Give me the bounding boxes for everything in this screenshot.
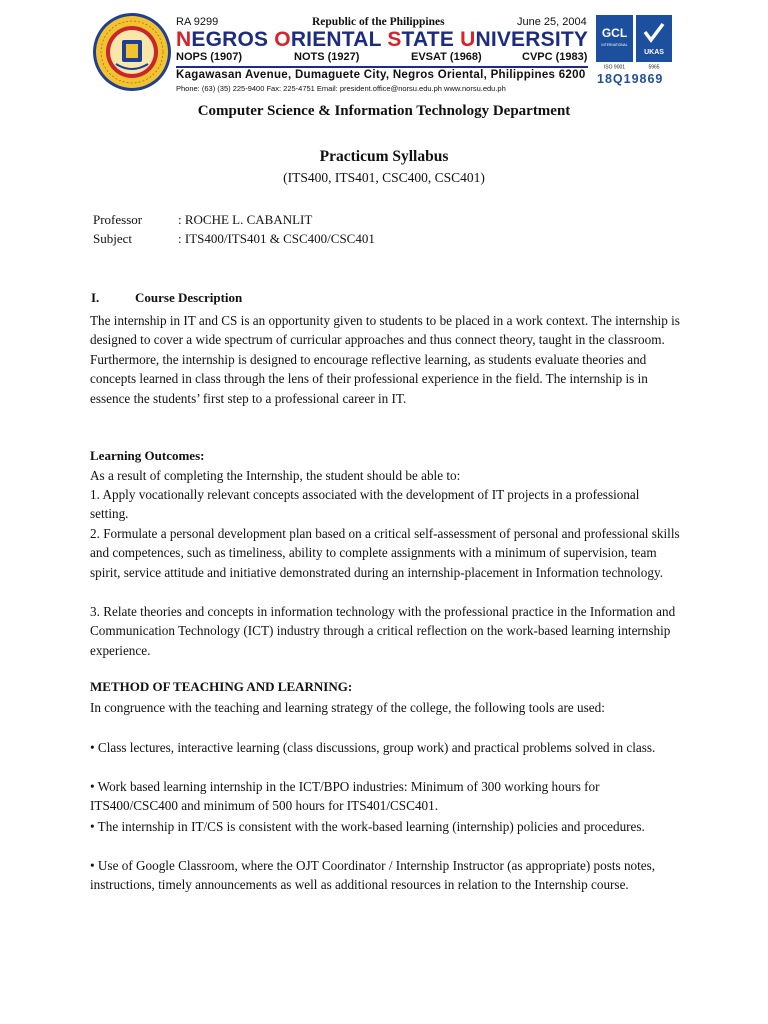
name-initial: S bbox=[387, 28, 402, 51]
subject-label: Subject bbox=[93, 231, 132, 246]
method-heading: METHOD OF TEACHING AND LEARNING: bbox=[90, 679, 353, 694]
university-address: Kagawasan Avenue, Dumaguete City, Negros Oriental, Philippines 6200 bbox=[176, 69, 586, 81]
campus-list bbox=[176, 51, 588, 65]
ra-number: RA 9299 bbox=[176, 16, 219, 28]
learning-outcome-item: 1. Apply vocationally relevant concepts associated with the development of IT projects in a professional setting. bbox=[90, 487, 640, 522]
section-title: Course Description bbox=[135, 290, 243, 305]
method-item: • Use of Google Classroom, where the OJT Coordinator / Internship Instructor (as appropriate) posts notes, instructions, timely announcements as well as additional resources in relation to the Internship course. bbox=[90, 858, 656, 893]
university-name bbox=[176, 28, 588, 52]
method-intro: In congruence with the teaching and learning strategy of the college, the following tools are used: bbox=[90, 700, 605, 715]
name-segment: NIVERSITY bbox=[475, 28, 589, 51]
founding-date: June 25, 2004 bbox=[517, 16, 587, 28]
department-heading: Computer Science & Information Technology Department bbox=[197, 103, 571, 119]
iso-certification-logo bbox=[595, 14, 673, 70]
campus-nots: NOTS (1927) bbox=[294, 51, 360, 63]
method-item: • Class lectures, interactive learning (class discussions, group work) and practical problems solved in class. bbox=[90, 740, 656, 755]
learning-outcome-item: 3. Relate theories and concepts in information technology with the professional practice in the Information and Communication Technology (ICT) industry through a critical reflection on the work-based learning internship experience. bbox=[90, 604, 676, 658]
course-description-text: The internship in IT and CS is an opportunity given to students to be placed in a work context. The internship is designed to cover a wide spectrum of curricular approaches and thus connect theory, taught in the classroom. Furthermore, the internship is designed to encourage reflective learning, as students evaluate theories and concepts learned in class through the lens of their professional experience in the field. The internship is in essence the students’ first step to a professional career in IT. bbox=[90, 313, 680, 406]
document-title: Practicum Syllabus bbox=[319, 148, 449, 165]
campus-nops: NOPS (1907) bbox=[176, 51, 243, 63]
section-number: I. bbox=[91, 290, 100, 305]
name-initial: O bbox=[274, 28, 291, 51]
contact-line: Phone: (63) (35) 225-9400 Fax: 225-4751 Email: president.office@norsu.edu.ph www.norsu.edu.ph bbox=[176, 84, 506, 93]
professor-label: Professor bbox=[93, 212, 143, 227]
ukas-number-text: 5965 bbox=[648, 64, 660, 70]
subject-value: : ITS400/ITS401 & CSC400/CSC401 bbox=[178, 231, 375, 246]
course-codes: (ITS400, ITS401, CSC400, CSC401) bbox=[283, 170, 485, 185]
gcl-international-text: INTERNATIONAL bbox=[601, 43, 628, 47]
name-initial: U bbox=[460, 28, 476, 51]
republic-line: Republic of the Philippines bbox=[312, 16, 445, 28]
name-segment: RIENTAL bbox=[290, 28, 388, 51]
learning-outcomes-intro: As a result of completing the Internship, the student should be able to: bbox=[90, 468, 461, 483]
certificate-number: 18Q19869 bbox=[597, 72, 664, 86]
ukas-text: UKAS bbox=[644, 49, 664, 56]
learning-outcome-item: 2. Formulate a personal development plan based on a critical self-assessment of personal and professional skills and competences, such as timeliness, ability to complete assignments with a minimum of supervision, team spirit, service attitude and initiative demonstrated during an internship-placement in Information technology. bbox=[90, 526, 680, 580]
method-item: • Work based learning internship in the ICT/BPO industries: Minimum of 300 working hours for ITS400/CSC400 and minimum of 500 hours for ITS401/CSC401. bbox=[90, 779, 600, 814]
name-segment: TATE bbox=[401, 28, 461, 51]
campus-evsat: EVSAT (1968) bbox=[411, 51, 482, 63]
gcl-text: GCL bbox=[601, 26, 628, 40]
name-initial: N bbox=[176, 28, 192, 51]
method-item: • The internship in IT/CS is consistent with the work-based learning (internship) policies and procedures. bbox=[90, 819, 645, 834]
campus-cvpc: CVPC (1983) bbox=[522, 51, 588, 63]
professor-value: : ROCHE L. CABANLIT bbox=[178, 212, 313, 227]
university-seal-logo bbox=[92, 12, 172, 92]
learning-outcomes-heading: Learning Outcomes: bbox=[90, 448, 205, 463]
iso-text: ISO 9001 bbox=[603, 64, 626, 70]
name-segment: EGROS bbox=[191, 28, 275, 51]
letterhead-divider bbox=[176, 66, 588, 68]
